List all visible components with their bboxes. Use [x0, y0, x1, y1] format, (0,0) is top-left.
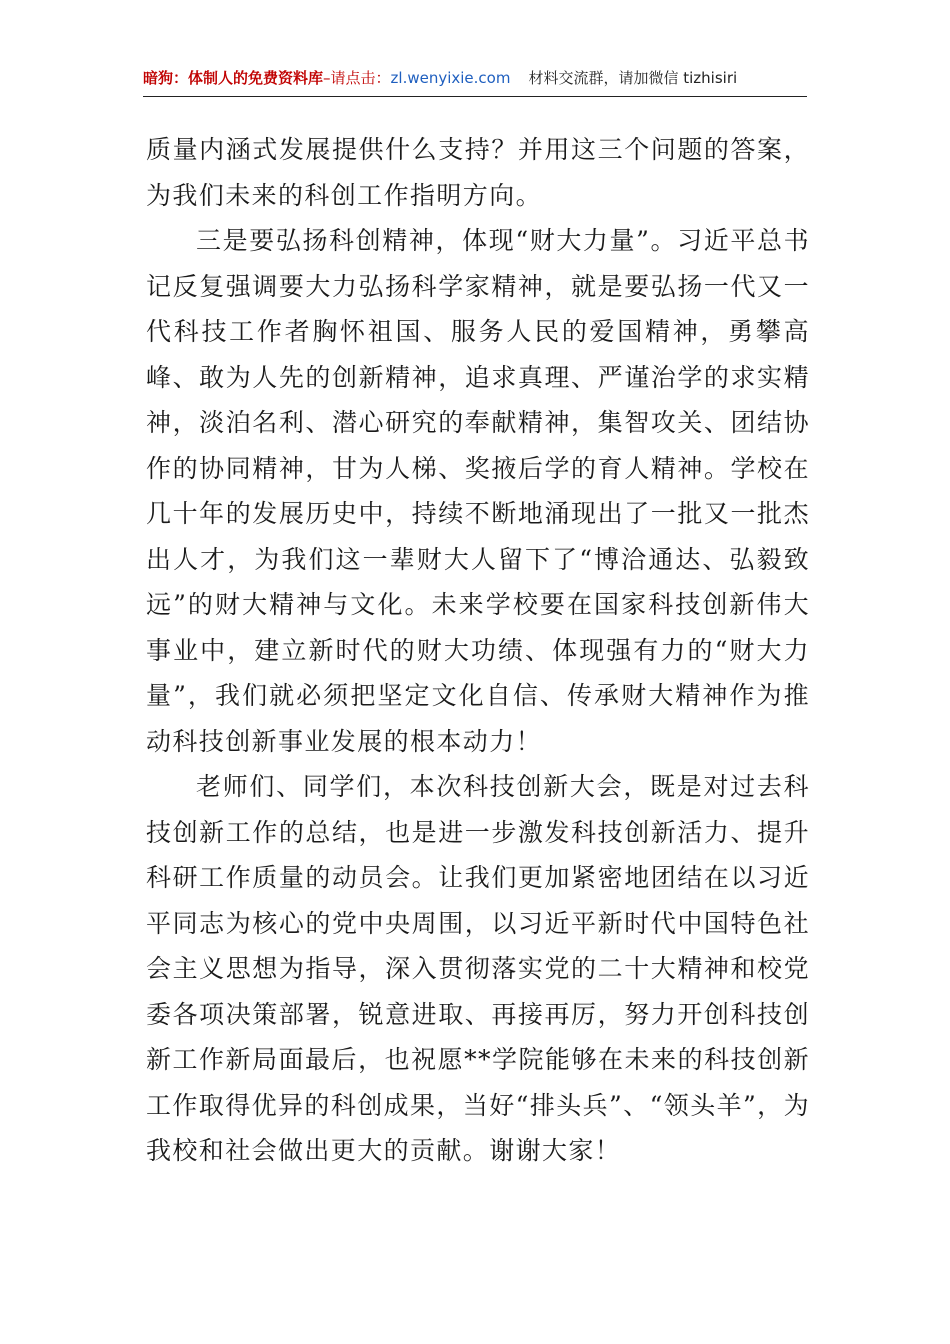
- header-prompt: –请点击：: [323, 69, 391, 87]
- paragraph-spirit: 三是要弘扬科创精神，体现“财大力量”。习近平总书记反复强调要大力弘扬科学家精神，就是要弘扬一代又一代科技工作者胸怀祖国、服务人民的爱国精神，勇攀高峰、敢为人先的创新精神，追求真理、严谨治学的求实精神，淡泊名利、潜心研究的奉献精神，集智攻关、团结协作的协同精神，甘为人梯、奖掖后学的育人精神。学校在几十年的发展历史中，持续不断地涌现出了一批又一批杰出人才，为我们这一辈财大人留下了“博洽通达、弘毅致远”的财大精神与文化。未来学校要在国家科技创新伟大事业中，建立新时代的财大功绩、体现强有力的“财大力量”，我们就必须把坚定文化自信、传承财大精神作为推动科技创新事业发展的根本动力！: [146, 226, 810, 756]
- header-group-note: 材料交流群，请加微信 tizhisiri: [528, 69, 738, 87]
- paragraph-closing: 老师们、同学们，本次科技创新大会，既是对过去科技创新工作的总结，也是进一步激发科技创新活力、提升科研工作质量的动员会。让我们更加紧密地团结在以习近平同志为核心的党中央周围，以习近平新时代中国特色社会主义思想为指导，深入贯彻落实党的二十大精神和校党委各项决策部署，锐意进取、再接再厉，努力开创科技创新工作新局面最后，也祝愿**学院能够在未来的科技创新工作取得优异的科创成果，当好“排头兵”、“领头羊”，为我校和社会做出更大的贡献。谢谢大家！: [146, 772, 810, 1165]
- header-brand: 暗狗：体制人的免费资料库: [143, 69, 324, 87]
- page-header: [143, 66, 807, 97]
- header-url-link[interactable]: zl.wenyixie.com: [390, 69, 511, 87]
- paragraph-continuation: 质量内涵式发展提供什么支持？并用这三个问题的答案，为我们未来的科创工作指明方向。: [146, 135, 810, 210]
- document-body: [146, 127, 810, 1174]
